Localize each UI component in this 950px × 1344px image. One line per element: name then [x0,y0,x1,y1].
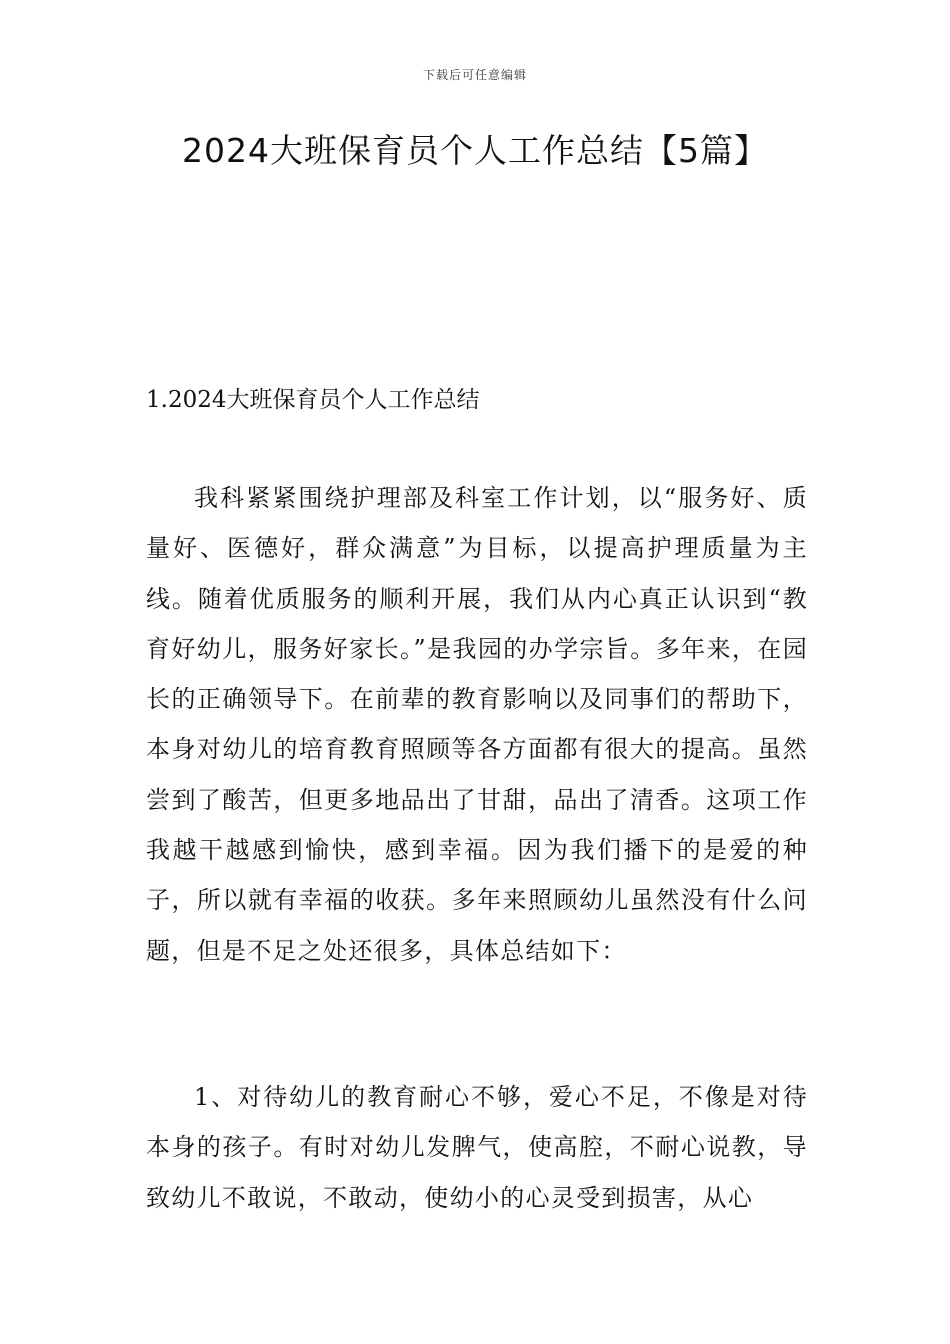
section-heading: 1.2024大班保育员个人工作总结 [146,387,480,413]
page-header-note: 下载后可任意编辑 [422,68,527,82]
document-title: 2024大班保育员个人工作总结【5篇】 [182,131,768,170]
body-paragraph: 1、对待幼儿的教育耐心不够，爱心不足，不像是对待本身的孩子。有时对幼儿发脾气，使高腔，不耐心说教，导致幼儿不敢说，不敢动，使幼小的心灵受到损害，从心 [146,1083,808,1212]
body-paragraph: 我科紧紧围绕护理部及科室工作计划，以“服务好、质量好、医德好，群众满意”为目标，以提高护理质量为主线。随着优质服务的顺利开展，我们从内心真正认识到“教育好幼儿，服务好家长。”是我园的办学宗旨。多年来，在园长的正确领导下。在前辈的教育影响以及同事们的帮助下，本身对幼儿的培育教育照顾等各方面都有很大的提高。虽然尝到了酸苦，但更多地品出了甘甜，品出了清香。这项工作我越干越感到愉快，感到幸福。因为我们播下的是爱的种子，所以就有幸福的收获。多年来照顾幼儿虽然没有什么问题，但是不足之处还很多，具体总结如下： [146,484,808,965]
